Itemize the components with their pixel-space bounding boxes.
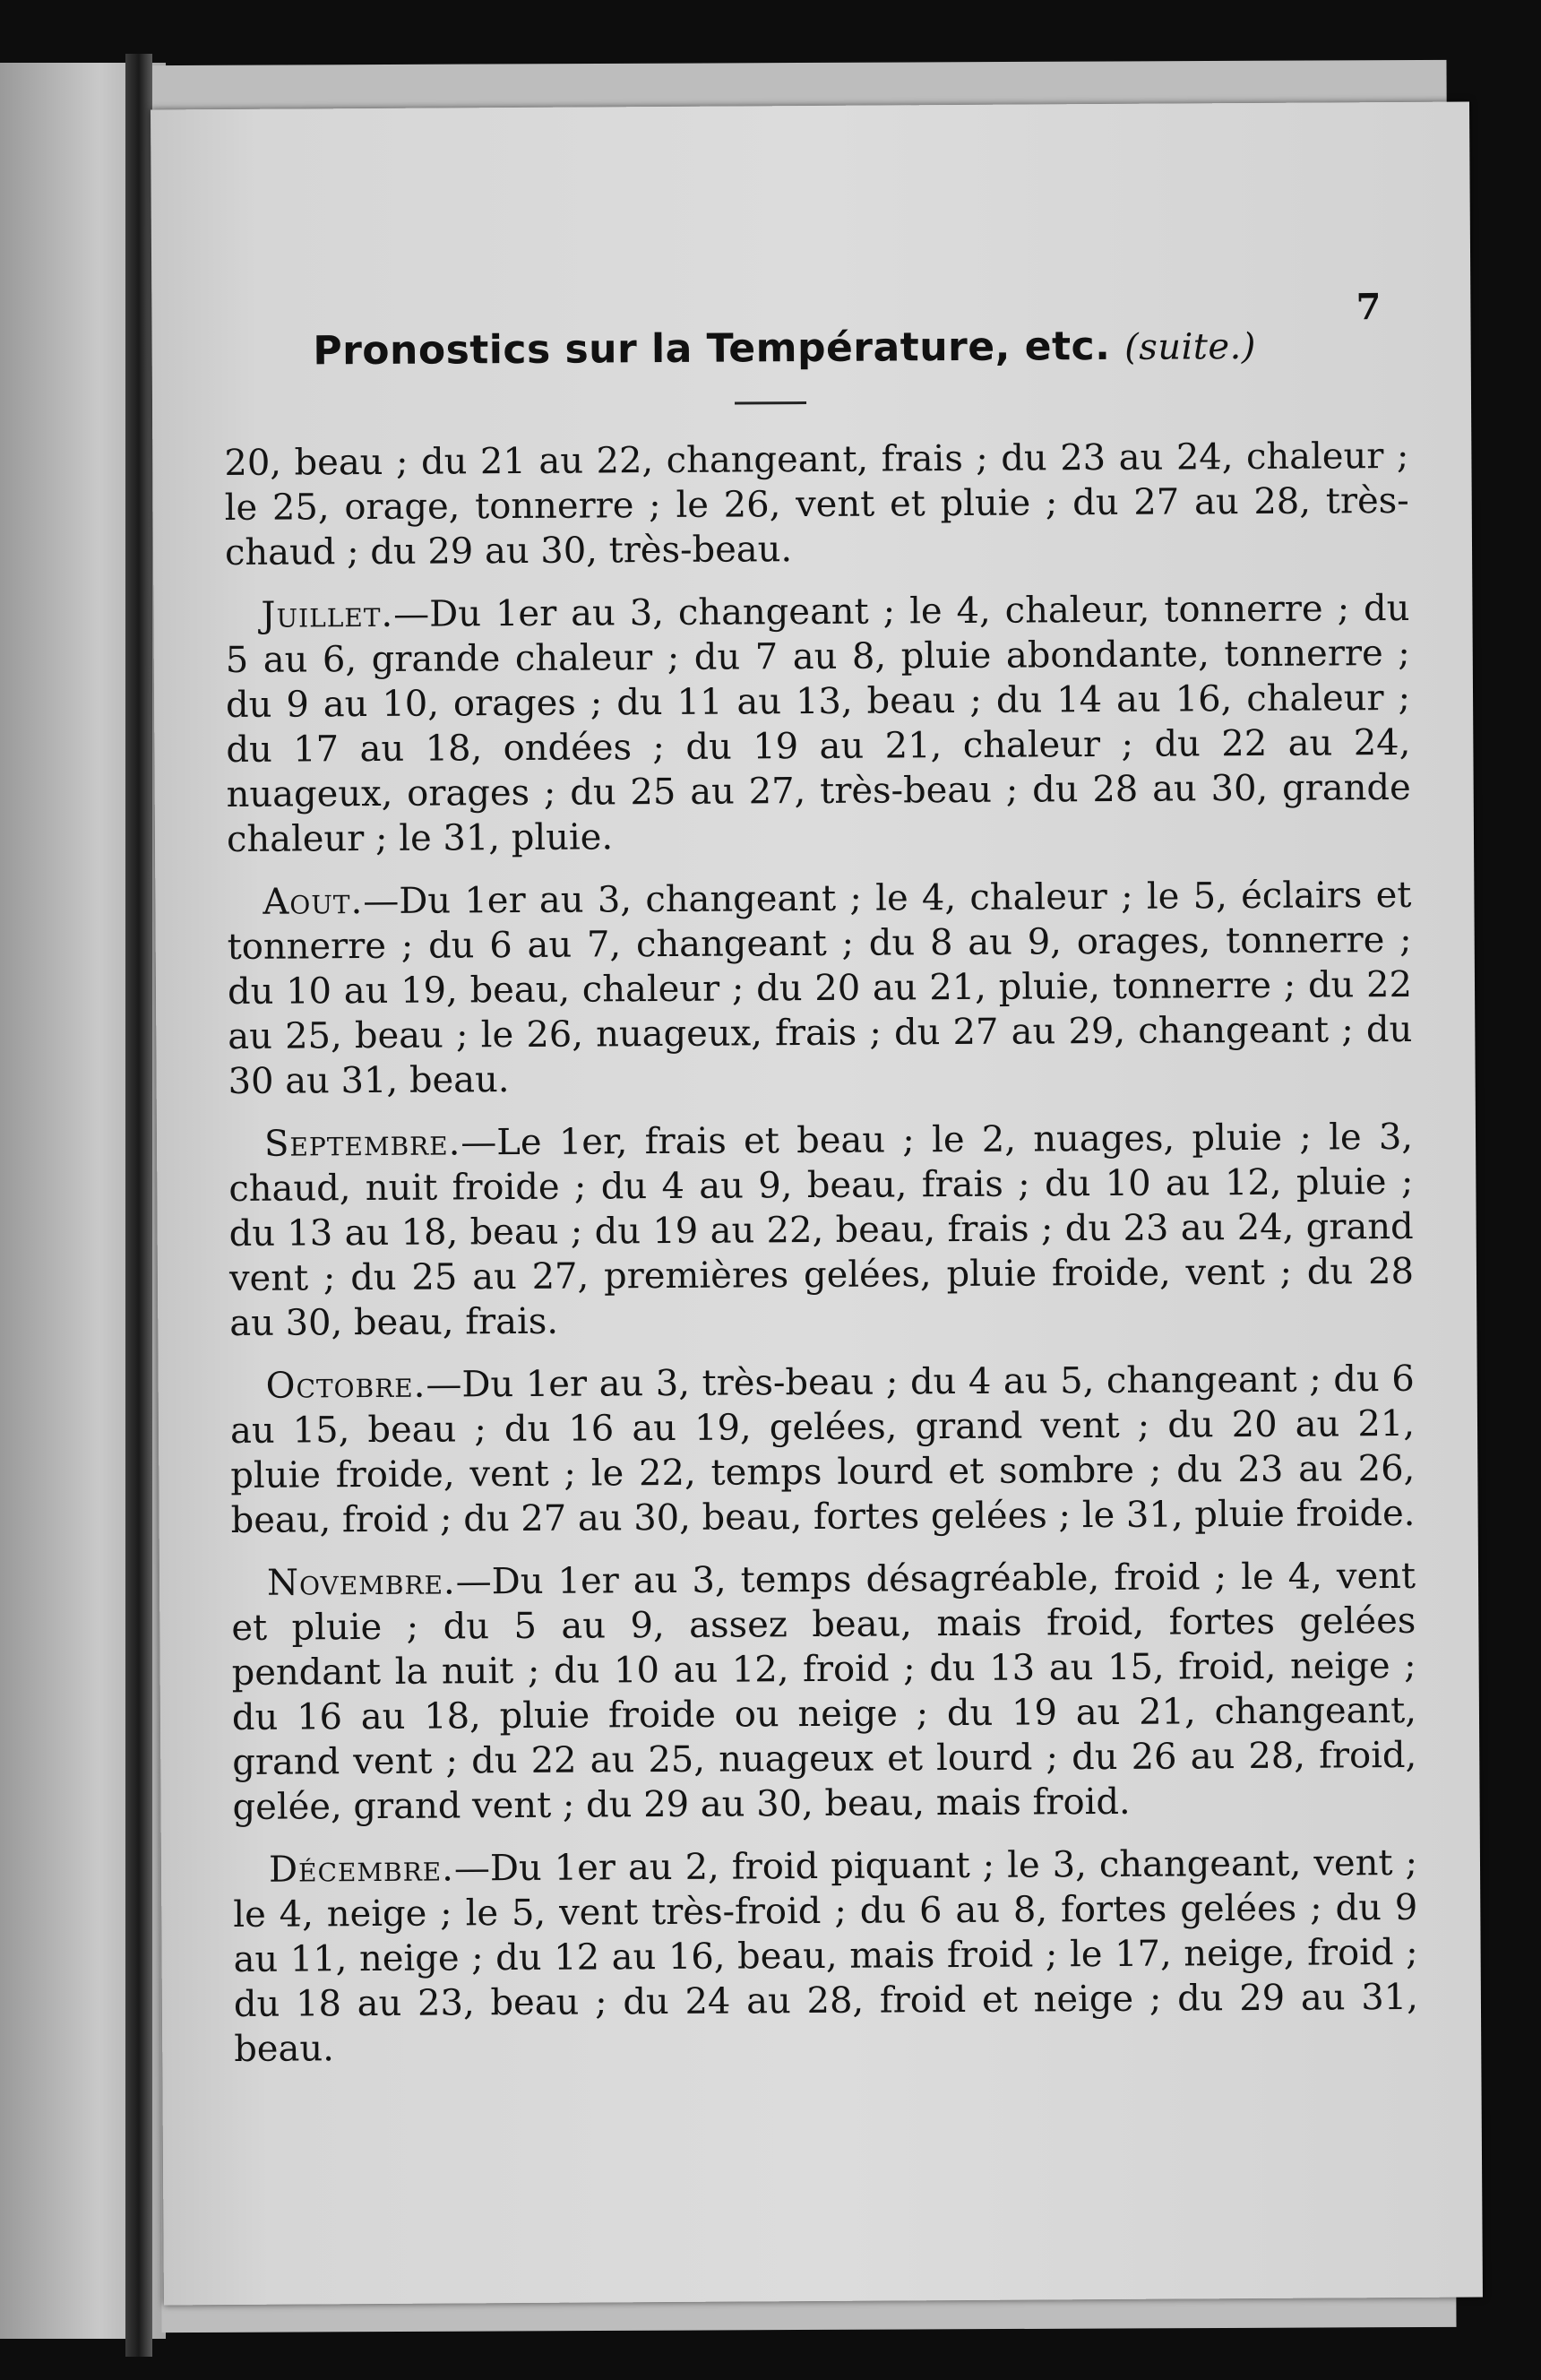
month-heading: Octobre. bbox=[265, 1364, 426, 1407]
month-heading: Juillet. bbox=[261, 593, 394, 636]
paragraph-decembre bbox=[233, 1841, 1419, 2072]
paragraph-june-continued bbox=[224, 434, 1409, 575]
title-main: Pronostics sur la Température, etc. bbox=[313, 323, 1111, 375]
paragraph-septembre bbox=[228, 1115, 1415, 1346]
page-title bbox=[152, 322, 1417, 375]
paragraph-text: —Du 1er au 2, froid piquant ; le 3, changeant, vent ; le 4, neige ; le 5, vent très-froid ; du 6 au 8, fortes gelées ; du 9 au 11, neige ; du 12 au 16, beau, mais froid ; le 17, neige, froid ; du 18 au 23, beau ; du 24 au 28, froid et neige ; du 29 au 31, beau. bbox=[233, 1841, 1419, 2070]
page-number: 7 bbox=[1356, 286, 1382, 329]
title-suite: (suite.) bbox=[1124, 325, 1257, 368]
paragraph-text: —Du 1er au 3, changeant ; le 4, chaleur, tonnerre ; du 5 au 6, grande chaleur ; du 7 au 8, pluie abondante, tonnerre ; du 9 au 10, orages ; du 11 au 13, beau ; du 14 au 16, chaleur ; du 17 au 18, ondées ; du 19 au 21, chaleur ; du 22 au 24, nuageux, orages ; du 25 au 27, très-beau ; du 28 au 30, grande chaleur ; le 31, pluie. bbox=[225, 587, 1411, 860]
paragraph-aout bbox=[227, 873, 1413, 1104]
paragraph-text: —Du 1er au 3, temps désagréable, froid ; le 4, vent et pluie ; du 5 au 9, assez beau, mais froid, fortes gelées pendant la nuit ; du 10 au 12, froid ; du 13 au 15, froid, neige ; du 16 au 18, pluie froide ou neige ; du 19 au 21, changeant, grand vent ; du 22 au 25, nuageux et lourd ; du 26 au 28, froid, gelée, grand vent ; du 29 au 30, beau, mais froid. bbox=[231, 1555, 1417, 1828]
paragraph-text: —Du 1er au 3, changeant ; le 4, chaleur ; le 5, éclairs et tonnerre ; du 6 au 7, changeant ; du 8 au 9, orages, tonnerre ; du 10 au 19, beau, chaleur ; du 20 au 21, pluie, tonnerre ; du 22 au 25, beau ; le 26, nuageux, frais ; du 27 au 29, changeant ; du 30 au 31, beau. bbox=[227, 874, 1413, 1102]
month-heading: Décembre. bbox=[268, 1848, 455, 1891]
title-divider bbox=[735, 401, 806, 404]
forecast-text bbox=[224, 434, 1418, 2090]
month-heading: Novembre. bbox=[266, 1561, 456, 1604]
paragraph-octobre bbox=[230, 1357, 1416, 1543]
month-heading: Aout. bbox=[263, 881, 364, 923]
paragraph-juillet bbox=[225, 586, 1411, 862]
paragraph-text: —Le 1er, frais et beau ; le 2, nuages, pluie ; le 3, chaud, nuit froide ; du 4 au 9, beau, frais ; du 10 au 12, pluie ; du 13 au 18, beau ; du 19 au 22, beau, frais ; du 23 au 24, grand vent ; du 25 au 27, premières gelées, pluie froide, vent ; du 28 au 30, beau, frais. bbox=[228, 1116, 1415, 1344]
book-page bbox=[151, 102, 1483, 2306]
paragraph-text: 20, beau ; du 21 au 22, changeant, frais ; du 23 au 24, chaleur ; le 25, orage, tonnerre ; le 26, vent et pluie ; du 27 au 28, très-chaud ; du 29 au 30, très-beau. bbox=[224, 435, 1409, 573]
month-heading: Septembre. bbox=[263, 1122, 461, 1165]
paragraph-novembre bbox=[231, 1554, 1417, 1830]
book-gutter bbox=[125, 54, 152, 2357]
paragraph-text: —Du 1er au 3, très-beau ; du 4 au 5, changeant ; du 6 au 15, beau ; du 16 au 19, gelées, grand vent ; du 20 au 21, pluie froide, vent ; le 22, temps lourd et sombre ; du 23 au 26, beau, froid ; du 27 au 30, beau, fortes gelées ; le 31, pluie froide. bbox=[229, 1358, 1416, 1541]
